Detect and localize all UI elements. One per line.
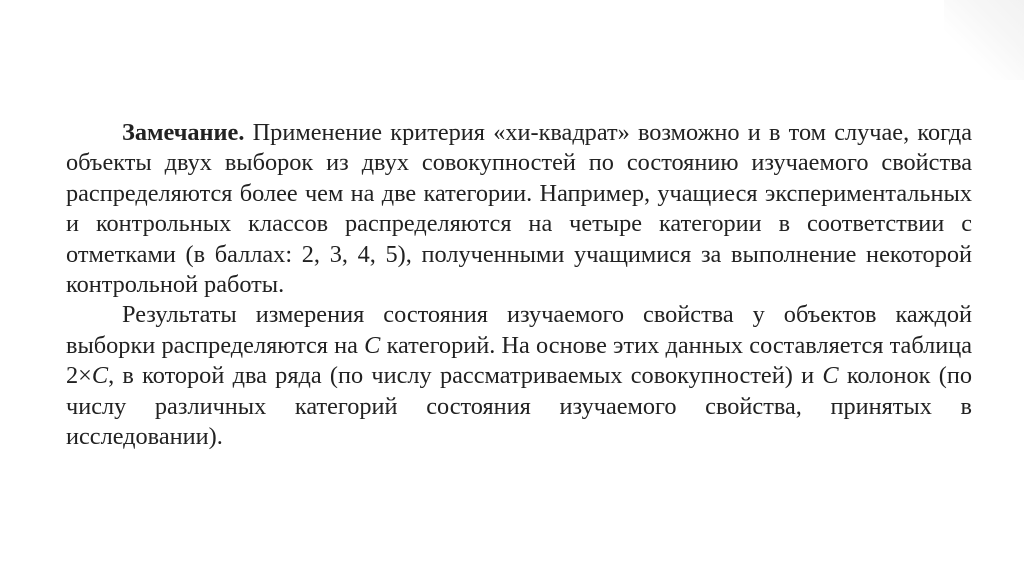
remark-text: Применение критерия «хи-квадрат» возможно и в том случае, когда объекты двух выборок из двух совокупностей по состоянию изучаемого свойства распределяются более чем на две категории. Например, учащиеся экспериментальных и контрольных классов распределяются на четыре категории в соответствии с отметками (в баллах: 2, 3, 4, 5), полученными учащимися за выполнение некоторой контрольной работы. <box>66 119 972 299</box>
results-text-d: колонок (по числу различных категорий состояния изучаемого свойства, принятых в исследовании). <box>66 362 972 451</box>
results-text-a: Результаты измерения состояния изучаемого свойства у объектов каждой выборки распределяются на <box>66 301 972 359</box>
slide-text <box>66 118 972 452</box>
variable-c: С <box>364 331 381 359</box>
corner-decoration <box>944 0 1024 80</box>
remark-label: Замечание. <box>122 119 245 146</box>
results-text-c: , в которой два ряда (по числу рассматриваемых совокупностей) и <box>108 362 823 390</box>
variable-c: С <box>822 362 839 390</box>
variable-c: С <box>91 362 109 390</box>
results-text-b: категорий. На основе этих данных составляется таблица 2× <box>66 331 972 390</box>
paragraph-results <box>66 300 972 452</box>
paragraph-remark <box>66 118 972 300</box>
